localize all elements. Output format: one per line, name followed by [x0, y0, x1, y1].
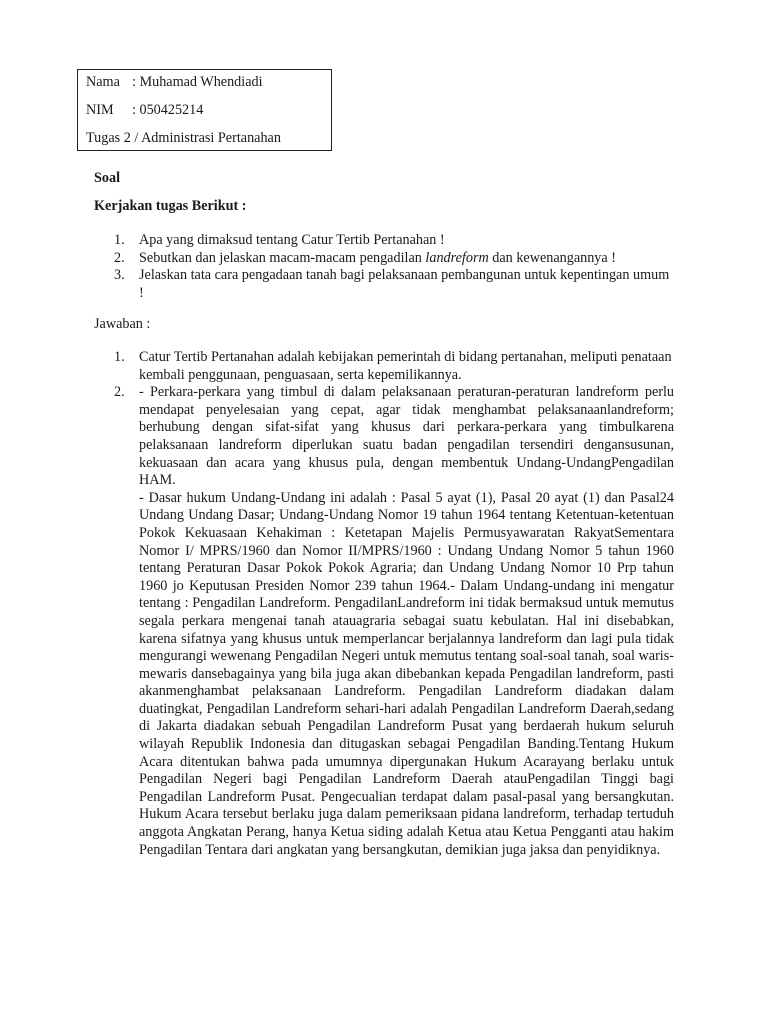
answer-text: Catur Tertib Pertanahan adalah kebijakan pemerintah di bidang pertanahan, meliputi penataan kembali penggunaan, penguasaan, serta kepemilikannya. — [139, 349, 672, 383]
question-number: 1. — [114, 232, 125, 248]
answer-paragraph: - Dasar hukum Undang-Undang ini adalah : Pasal 5 ayat (1), Pasal 20 ayat (1) dan Pasal24 Undang Undang Dasar; Undang-Undang Nomor 19 tahun 1964 tentang Ketentuan-ketentuan Pokok Kekuasaan Kehakiman : Ketetapan Majelis Permusyawaratan RakyatSementara Nomor I/ MPRS/1960 dan Nomor II/MPRS/1960 : Undang Undang Nomor 5 tahun 1960 tentang Peraturan Dasar Pokok Pokok Agraria; dan Undang Undang Nomor 10 Prp tahun 1960 jo Keputusan Presiden Nomor 239 tahun 1964.- Dalam Undang-undang ini mengatur tentang : Pengadilan Landreform. PengadilanLandreform ini tidak bermaksud untuk memutus segala perkara mengenai tanah atauagraria sebagai suatu kebulatan. Hal ini disebabkan, karena sifatnya yang khusus untuk memperlancar berjalannya landreform dan lagi pula tidak mengurangi wewenang Pengadilan Negeri untuk memutus tentang soal-soal tanah, soal waris-mewaris dansebagainya yang bila juga akan dibebankan kepada Pengadilan landreform, pasti akanmenghambat pelaksanaan Landreform. Pengadilan Landreform diadakan dalam duatingkat, Pengadilan Landreform sehari-hari adalah Pengadilan Landreform Daerah,sedang di Jakarta diadakan sebuah Pengadilan Landreform Pusat yang berdaerah hukum seluruh wilayah Republik Indonesia dan ditugaskan sebagai Pengadilan Banding.Tentang Hukum Acara ditentukan bahwa pada umumnya dipergunakan Hukum Acarayang berlaku untuk Pengadilan Negeri bagi Pengadilan Landreform Daerah atauPengadilan Tinggi bagi Pengadilan Landreform Pusat. Pengecualian terdapat dalam pasal-pasal yang bersangkutan. Hukum Acara tersebut berlaku juga dalam pemeriksaan pidana landreform, terhadap tertuduh anggota Angkatan Perang, hanya Ketua siding adalah Ketua atau Ketua Pengganti atau hakim Pengadilan Tentara dari angkatan yang bersangkutan, demikian juga jaksa dan penyidiknya. — [139, 489, 674, 858]
question-number: 2. — [114, 249, 125, 266]
nama-value: : Muhamad Whendiadi — [132, 74, 263, 90]
question-number: 3. — [114, 267, 125, 284]
tugas-row: Tugas 2 / Administrasi Pertanahan — [86, 130, 281, 146]
nama-row — [86, 74, 263, 90]
answer-paragraph: - Perkara-perkara yang timbul di dalam pelaksanaan peraturan-peraturan landreform perlu mendapat penyelesaian yang cepat, agar tidak menghambat pelaksanaanlandreform; berhubung dengan sifat-sifat yang khusus dari perkara-perkara yang timbulkarena pelaksanaan landreform diperlukan suatu badan pengadilan tersendiri dengansusunan, kekuasaan dan acara yang khusus pula, dengan membentuk Undang-UndangPengadilan HAM. — [139, 384, 674, 489]
answer-list — [94, 349, 674, 859]
instruction-text: Kerjakan tugas Berikut : — [94, 198, 247, 214]
nim-row — [86, 102, 203, 118]
question-text: Apa yang dimaksud tentang Catur Tertib Pertanahan ! — [139, 232, 445, 248]
question-item — [94, 232, 674, 250]
answer-number: 2. — [114, 384, 125, 401]
question-item — [94, 267, 674, 302]
nim-label: NIM — [86, 102, 114, 118]
answer-number: 1. — [114, 349, 125, 365]
question-text-post: dan kewenangannya ! — [488, 249, 616, 266]
answer-item — [94, 384, 674, 859]
nama-label: Nama — [86, 74, 120, 90]
question-text-pre: Sebutkan dan jelaskan macam-macam pengadilan — [139, 249, 426, 266]
question-item — [94, 250, 674, 268]
question-list — [94, 232, 674, 302]
question-text: Jelaskan tata cara pengadaan tanah bagi pelaksanaan pembangunan untuk kepentingan umum ! — [139, 267, 670, 301]
question-text-italic: landreform — [425, 249, 489, 266]
jawaban-heading: Jawaban : — [94, 316, 151, 332]
answer-item — [94, 349, 674, 384]
soal-heading: Soal — [94, 170, 121, 186]
nim-value: : 050425214 — [132, 102, 204, 118]
student-info-box — [77, 69, 332, 151]
